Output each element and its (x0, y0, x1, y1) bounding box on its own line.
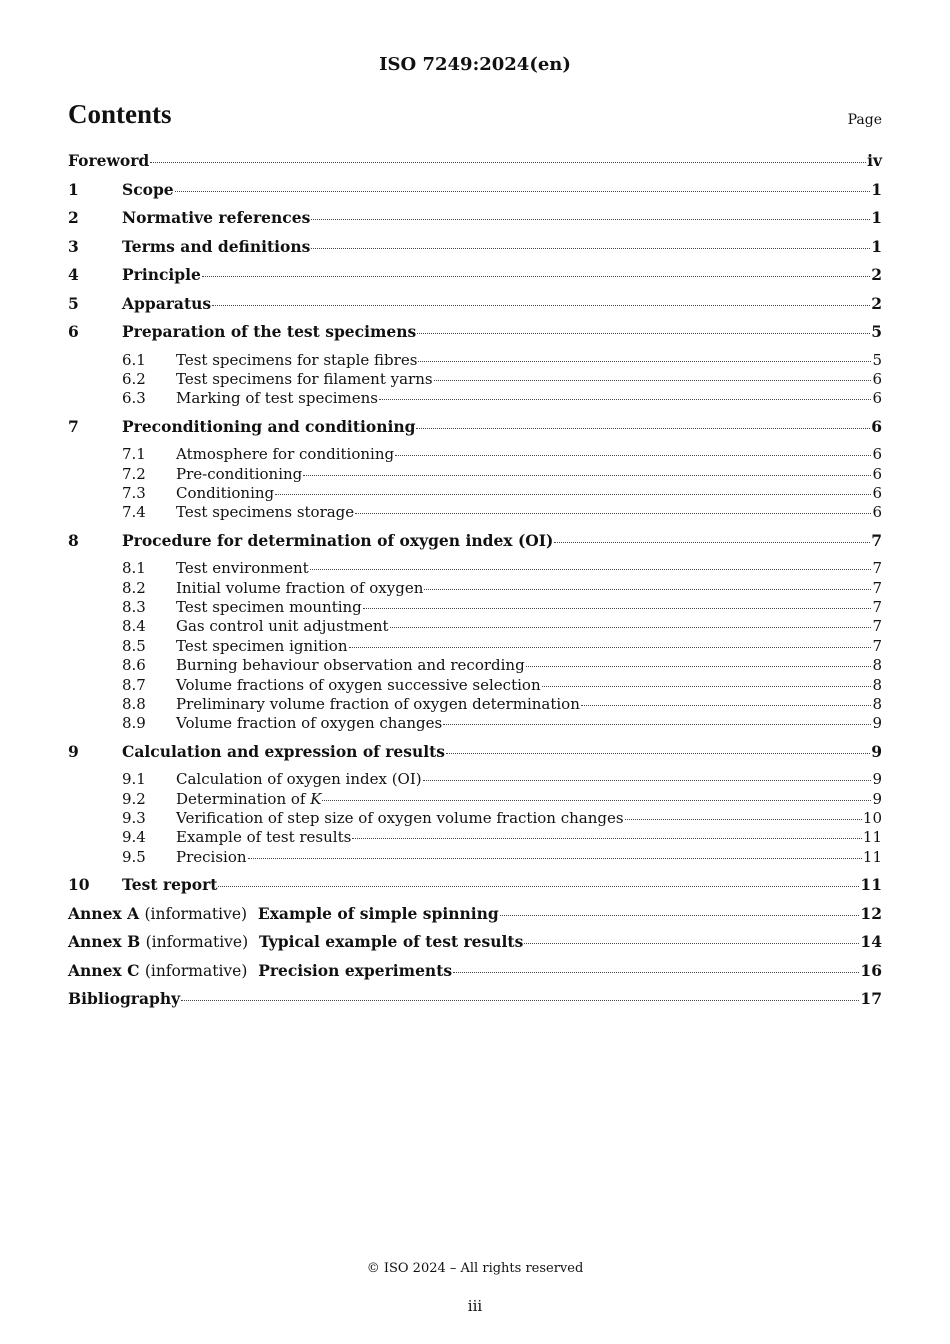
dot-leader (150, 162, 866, 163)
toc-entry[interactable] (68, 531, 882, 560)
dot-leader (526, 666, 872, 667)
dot-leader (202, 276, 870, 277)
toc-entry-title (176, 465, 302, 483)
toc-subentry[interactable] (68, 770, 882, 789)
toc-page-number: 1 (871, 208, 882, 227)
dot-leader (443, 724, 871, 725)
toc-entry-number: 8 (68, 530, 79, 550)
toc-subentry-number: 8.2 (122, 578, 146, 597)
toc-entry-title (122, 322, 416, 341)
toc-title-text: Marking of test specimens (176, 389, 378, 408)
dot-leader (248, 858, 862, 859)
toc-subentry-number: 9.5 (122, 847, 146, 866)
toc-entry-title (176, 370, 433, 388)
toc-subentry[interactable] (68, 503, 882, 522)
dot-leader (581, 705, 872, 706)
toc-title-text: Determination of (176, 789, 311, 808)
toc-entry-number: 4 (68, 265, 79, 284)
dot-leader (363, 608, 872, 609)
dot-leader (322, 800, 871, 801)
toc-subentry-number: 6.1 (122, 350, 146, 369)
annex-label: Annex B (68, 932, 141, 952)
toc-page-number: 6 (872, 483, 882, 502)
toc-page-number: 7 (872, 598, 882, 617)
toc-subentry[interactable] (68, 465, 882, 484)
toc-entry-title (176, 656, 525, 674)
toc-entry[interactable] (68, 875, 882, 904)
toc-entry-number: 6 (68, 322, 79, 341)
dot-leader (542, 686, 872, 687)
toc-subentry-number: 6.2 (122, 369, 146, 388)
dot-leader (349, 647, 872, 648)
toc-title-text: Test specimens storage (176, 503, 355, 522)
toc-title-text: Bibliography (68, 989, 181, 1009)
toc-entry-title (68, 932, 523, 951)
dot-leader (303, 475, 871, 476)
toc-title-text: Volume fraction of oxygen changes (176, 714, 443, 733)
page-number: iii (467, 1297, 483, 1315)
toc-entry-title (122, 265, 201, 284)
toc-subentry-number: 8.8 (122, 694, 146, 713)
toc-page-number: 9 (872, 714, 882, 733)
toc-entry-number: 7 (68, 416, 79, 436)
toc-page-number: 14 (860, 932, 882, 952)
toc-page-number: 12 (860, 903, 882, 923)
toc-page-number: 6 (872, 464, 882, 483)
toc-page-number: 5 (872, 350, 882, 369)
dot-leader (625, 819, 862, 820)
toc-page-number: 11 (862, 828, 882, 847)
toc-title-text: Precision experiments (258, 960, 453, 980)
toc-entry-title (122, 237, 310, 256)
toc-page-number: 10 (862, 809, 882, 828)
toc-title-text: Preconditioning and conditioning (122, 416, 416, 436)
dot-leader (554, 542, 870, 543)
dot-leader (311, 219, 870, 220)
toc-page-number: 7 (872, 559, 882, 578)
toc-title-text: Procedure for determination of oxygen index (OI) (122, 530, 554, 550)
toc-entry-title (122, 875, 217, 894)
toc-subentry[interactable] (68, 656, 882, 675)
toc-page-number: 7 (871, 530, 882, 550)
toc-title-text: Test report (122, 875, 218, 895)
dot-leader (379, 399, 871, 400)
toc-entry[interactable] (68, 417, 882, 446)
toc-page-number: 6 (872, 503, 882, 522)
dot-leader (434, 380, 872, 381)
toc-page-number: 6 (871, 416, 882, 436)
toc-subentry-number: 9.4 (122, 828, 146, 847)
annex-type: (informative) (145, 933, 249, 952)
page-column-label: Page (847, 112, 882, 128)
toc-entry-number: 3 (68, 236, 79, 256)
dot-leader (275, 494, 871, 495)
toc-entry-title (176, 617, 389, 635)
toc-subentry-number: 8.1 (122, 559, 146, 578)
toc-entry[interactable] (68, 322, 882, 351)
toc-page-number: 8 (872, 675, 882, 694)
toc-subentry-number: 9.1 (122, 770, 146, 789)
toc-title-text: Conditioning (176, 483, 275, 502)
toc-title-text: Test specimen mounting (176, 598, 362, 617)
toc-page-number: 11 (862, 847, 882, 866)
toc-title-text: Preparation of the test specimens (122, 322, 417, 341)
toc-entry-title (176, 828, 351, 846)
toc-subentry[interactable] (68, 790, 882, 809)
toc-entry-title (176, 351, 417, 369)
toc-title-text: Principle (122, 265, 201, 284)
toc-title-symbol: K (310, 789, 322, 808)
toc-title-text: Initial volume fraction of oxygen (176, 578, 424, 597)
toc-entry-title (176, 598, 362, 616)
toc-title-text: Burning behaviour observation and recording (176, 656, 525, 675)
toc-subentry-number: 9.2 (122, 789, 146, 808)
toc-title-text: Apparatus (122, 293, 212, 313)
toc-page-number: 1 (871, 179, 882, 199)
toc-entry[interactable] (68, 208, 882, 237)
toc-title-text: Example of simple spinning (257, 903, 499, 923)
toc-entry-number: 10 (68, 875, 90, 895)
toc-subentry-number: 8.9 (122, 714, 146, 733)
toc-subentry[interactable] (68, 676, 882, 695)
toc-title-text: Calculation of oxygen index (OI) (176, 770, 422, 789)
toc-subentry-number: 8.3 (122, 598, 146, 617)
toc-page-number: 11 (860, 875, 882, 895)
toc-subentry[interactable] (68, 351, 882, 370)
toc-page-number: 16 (860, 960, 882, 980)
toc-entry[interactable] (68, 932, 882, 961)
toc-subentry-number: 8.7 (122, 675, 146, 694)
dot-leader (453, 972, 859, 973)
toc-entry-title (176, 484, 274, 502)
toc-entry-title (176, 503, 354, 521)
toc-entry-number: 2 (68, 208, 79, 227)
toc-entry-title (122, 417, 415, 436)
toc-entry-title (68, 151, 149, 170)
toc-entry-title (176, 770, 422, 788)
copyright-notice: © ISO 2024 – All rights reserved (366, 1261, 584, 1276)
toc-subentry-number: 8.5 (122, 636, 146, 655)
toc-entry-title (176, 389, 378, 407)
toc-subentry[interactable] (68, 809, 882, 828)
toc-title-text: Preliminary volume fraction of oxygen determination (176, 694, 580, 713)
toc-subentry-number: 7.4 (122, 503, 146, 522)
toc-subentry-number: 8.6 (122, 656, 146, 675)
dot-leader (418, 361, 871, 362)
dot-leader (355, 513, 871, 514)
dot-leader (416, 428, 870, 429)
toc-entry[interactable] (68, 237, 882, 266)
toc-title-text: Terms and definitions (122, 236, 311, 256)
dot-leader (446, 753, 870, 754)
document-id: ISO 7249:2024(en) (379, 54, 571, 75)
toc-title-text: Normative references (122, 208, 311, 227)
toc-page-number: 9 (872, 770, 882, 789)
toc-entry-number: 9 (68, 741, 79, 761)
toc-subentry[interactable] (68, 695, 882, 714)
toc-entry-title (176, 714, 442, 732)
toc-subentry[interactable] (68, 617, 882, 636)
annex-label: Annex C (68, 960, 140, 980)
toc-subentry[interactable] (68, 484, 882, 503)
toc-subentry-number: 8.4 (122, 617, 146, 636)
toc-entry-title (122, 742, 445, 761)
dot-leader (218, 886, 859, 887)
toc-title-text: Pre-conditioning (176, 464, 303, 483)
toc-page-number: 5 (871, 322, 882, 341)
toc-subentry-number: 7.3 (122, 483, 146, 502)
toc-entry[interactable] (68, 904, 882, 933)
toc-subentry[interactable] (68, 637, 882, 656)
toc-entry-title (176, 695, 580, 713)
toc-title-text: Verification of step size of oxygen volume fraction changes (176, 809, 624, 828)
toc-entry-title (176, 579, 423, 597)
table-of-contents (68, 151, 882, 1018)
toc-subentry[interactable] (68, 389, 882, 408)
toc-entry[interactable] (68, 742, 882, 771)
toc-entry-title (176, 848, 247, 866)
toc-page-number: 6 (872, 389, 882, 408)
toc-title-text: Volume fractions of oxygen successive selection (176, 675, 541, 694)
dot-leader (423, 780, 872, 781)
annex-type: (informative) (144, 961, 248, 980)
toc-page-number: 8 (872, 694, 882, 713)
toc-page-number: iv (867, 151, 882, 170)
annex-type: (informative) (144, 904, 248, 923)
toc-entry[interactable] (68, 265, 882, 294)
toc-subentry-number: 7.1 (122, 445, 146, 464)
toc-title-text: Foreword (68, 151, 150, 170)
toc-title-text: Scope (122, 179, 174, 199)
toc-title-text: Test specimen ignition (176, 636, 348, 655)
toc-entry-title (122, 180, 174, 199)
toc-entry-title (122, 294, 211, 313)
dot-leader (352, 838, 862, 839)
toc-title-text: Typical example of test results (258, 932, 524, 952)
toc-page-number: 2 (871, 293, 882, 313)
dot-leader (310, 569, 872, 570)
toc-entry-title (68, 961, 452, 980)
toc-entry-title (122, 531, 553, 550)
toc-subentry-number: 9.3 (122, 809, 146, 828)
toc-entry-title (176, 809, 624, 827)
dot-leader (417, 333, 870, 334)
toc-entry-title (122, 208, 310, 227)
annex-label: Annex A (68, 903, 140, 923)
toc-entry[interactable] (68, 961, 882, 990)
toc-title-text: Gas control unit adjustment (176, 617, 389, 636)
toc-page-number: 7 (872, 617, 882, 636)
toc-subentry[interactable] (68, 559, 882, 578)
toc-page-number: 6 (872, 445, 882, 464)
toc-page-number: 6 (872, 369, 882, 388)
toc-title-text: Precision (176, 847, 247, 866)
toc-entry[interactable] (68, 180, 882, 209)
toc-title-text: Calculation and expression of results (122, 741, 446, 761)
toc-page-number: 8 (872, 656, 882, 675)
toc-page-number: 2 (871, 265, 882, 284)
toc-entry-title (176, 445, 394, 463)
contents-title: Contents (68, 99, 172, 129)
toc-entry[interactable] (68, 151, 882, 180)
dot-leader (524, 943, 859, 944)
toc-entry-title (176, 790, 321, 808)
dot-leader (175, 191, 871, 192)
toc-title-text: Example of test results (176, 828, 352, 847)
dot-leader (424, 589, 871, 590)
dot-leader (500, 915, 860, 916)
toc-entry-title (176, 676, 541, 694)
toc-title-text: Test environment (176, 559, 309, 578)
toc-title-text: Atmosphere for conditioning (176, 445, 395, 464)
toc-page-number: 1 (871, 236, 882, 256)
toc-entry-title (68, 904, 499, 923)
toc-subentry[interactable] (68, 579, 882, 598)
toc-page-number: 9 (871, 741, 882, 761)
toc-subentry[interactable] (68, 828, 882, 847)
dot-leader (181, 1000, 859, 1001)
dot-leader (311, 248, 870, 249)
contents-header (68, 98, 882, 138)
toc-subentry[interactable] (68, 848, 882, 867)
toc-entry-title (68, 989, 180, 1008)
toc-subentry-number: 7.2 (122, 464, 146, 483)
dot-leader (390, 627, 872, 628)
toc-subentry[interactable] (68, 714, 882, 733)
toc-entry-number: 1 (68, 179, 79, 199)
toc-subentry[interactable] (68, 598, 882, 617)
toc-entry-number: 5 (68, 293, 79, 313)
dot-leader (395, 455, 871, 456)
toc-title-text: Test specimens for staple fibres (176, 350, 418, 369)
toc-subentry[interactable] (68, 370, 882, 389)
dot-leader (212, 305, 870, 306)
toc-subentry[interactable] (68, 445, 882, 464)
toc-subentry-number: 6.3 (122, 389, 146, 408)
toc-page-number: 7 (872, 636, 882, 655)
toc-title-text: Test specimens for filament yarns (176, 369, 433, 388)
toc-page-number: 7 (872, 578, 882, 597)
toc-entry-title (176, 559, 309, 577)
toc-page-number: 9 (872, 789, 882, 808)
toc-entry-title (176, 637, 348, 655)
toc-entry[interactable] (68, 294, 882, 323)
toc-entry[interactable] (68, 989, 882, 1018)
toc-page-number: 17 (860, 989, 882, 1009)
